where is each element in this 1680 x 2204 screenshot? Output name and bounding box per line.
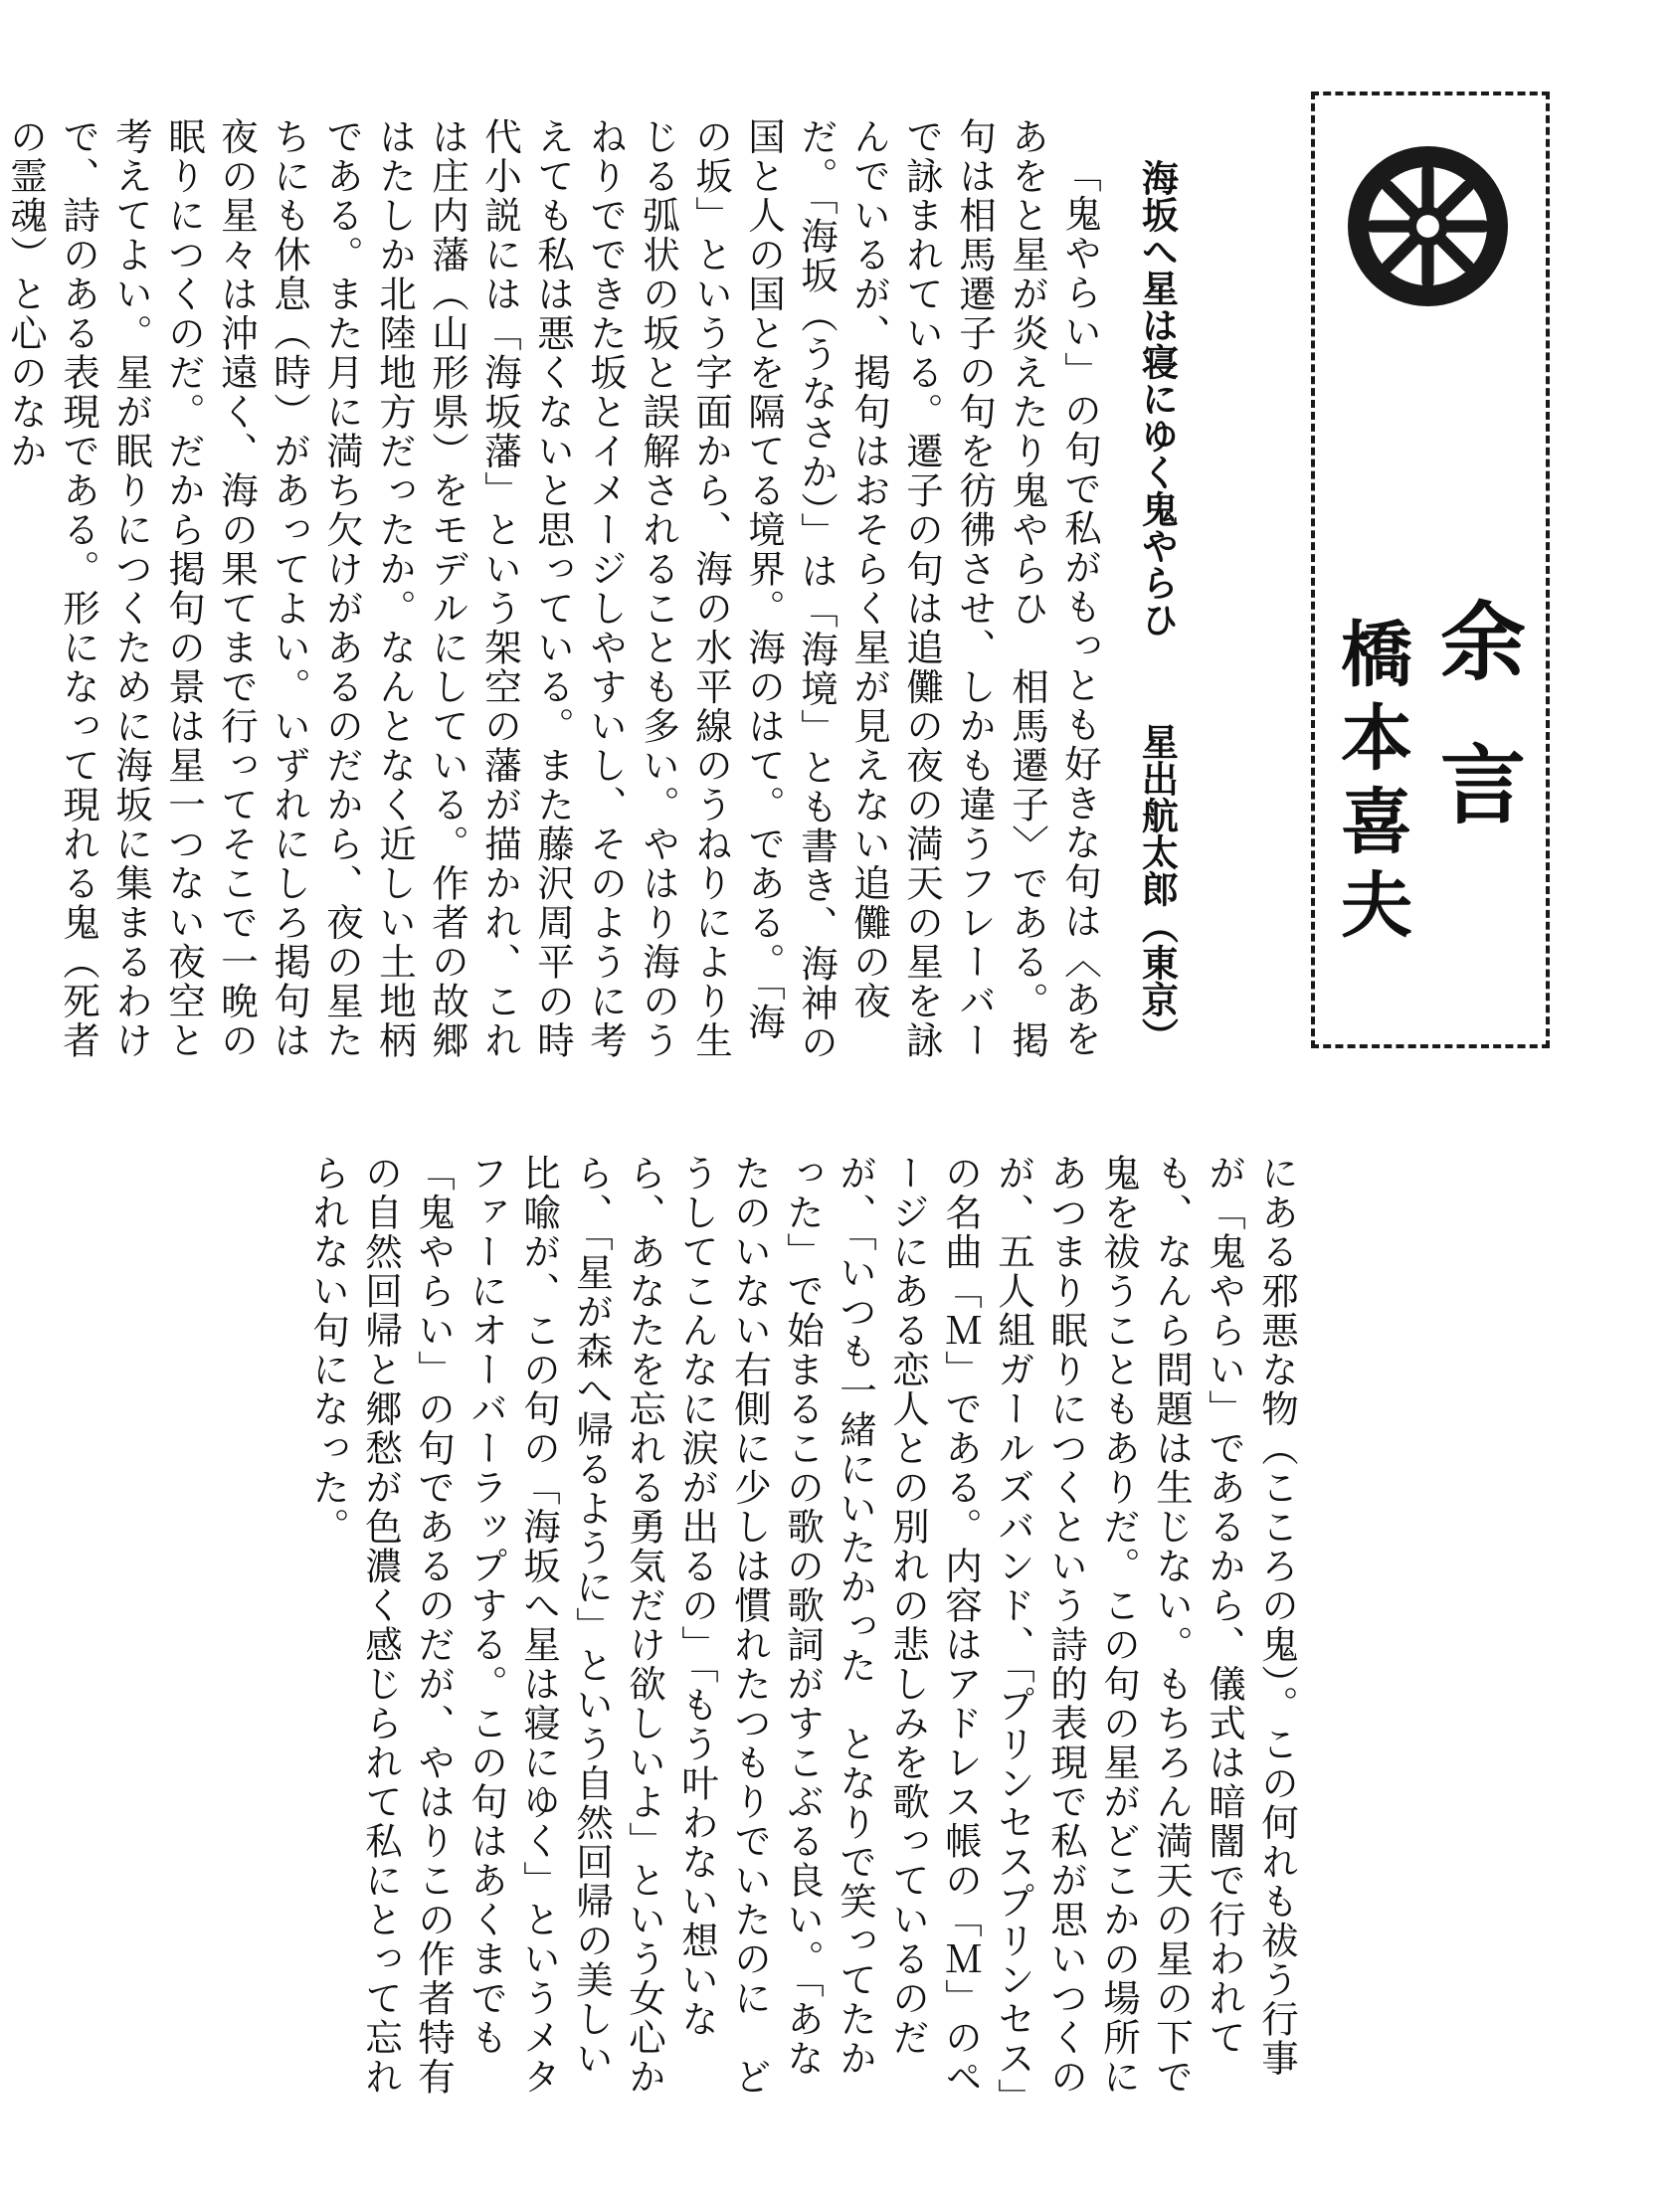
article-paragraph-2: にある邪悪な物（こころの鬼）。この何れも祓う行事が「鬼やらい」であるから、儀式は暗闇で行われても、なんら問題は生じない。もちろん満天の星の下で鬼を祓うこともありだ。この句の星がどこかの場所にあつまり眠りにつくという詩的表現で私が思いつくのが、五人組ガールズバンド、「プリンセスプリンセス」の名曲「Ｍ」である。内容はアドレス帳の「Ｍ」のページにある恋人との別れの悲しみを歌っているのだが、「いつも一緒にいたかった となりで笑ってたかった」で始まるこの歌の歌詞がすこぶる良い。「あなたのいない右側に少しは慣れたつもりでいたのに どうしてこんなに涙が出るの」「もう叶わない想いなら、あなたを忘れる勇気だけ欲しいよ」という女心から、「星が森へ帰るように」という自然回帰の美しい比喩が、この句の「海坂へ星は寝にゆく」というメタファーにオーバーラップする。この句はあくまでも「鬼やらい」の句であるのだが、やはりこの作者特有の自然回帰と郷愁が色濃く感じられて私にとって忘れられない句になった。 — [306, 1154, 1299, 2099]
haiku-text: 海坂へ星は寝にゆく鬼やらひ — [1135, 159, 1179, 638]
wheel-crest-icon — [1341, 139, 1515, 313]
column-heading: 余言 — [1425, 597, 1526, 883]
article-paragraph-1: 「鬼やらい」の句で私がもっとも好きな句は〈あをあをと星が炎えたり鬼やらひ 相馬遷子〉である。掲句は相馬遷子の句を彷彿させ、しかも違うフレーバーで詠まれている。遷子の句は追儺の夜の満天の星を詠んでいるが、掲句はおそらく星が見えない追儺の夜だ。「海坂（うなさか）」は「海境」とも書き、海神の国と人の国とを隔てる境界。海のはて。である。「海の坂」という字面から、海の水平線のうねりにより生じる弧状の坂と誤解されることも多い。やはり海のうねりでできた坂とイメージしやすいし、そのように考えても私は悪くないと思っている。また藤沢周平の時代小説には「海坂藩」という架空の藩が描かれ、これは庄内藩（山形県）をモデルにしている。作者の故郷はたしか北陸地方だったか。なんとなく近しい土地柄である。また月に満ち欠けがあるのだから、夜の星たちにも休息（時）があってよい。いずれにしろ掲句は夜の星々は沖遠く、海の果てまで行ってそこで一晩の眠りにつくのだ。だから掲句の景は星一つない夜空と考えてよい。星が眠りにつくために海坂に集まるわけで、詩のある表現である。形になって現れる鬼（死者の霊魂）と心のなか — [4, 117, 1102, 1062]
featured-haiku — [1134, 159, 1178, 1054]
column-author: 橋本喜夫 — [1329, 617, 1413, 951]
haiku-poet: 星出航太郎（東京） — [1135, 723, 1179, 1054]
article-body-bottom — [306, 1154, 1303, 2109]
article-body-top — [4, 117, 1106, 1072]
